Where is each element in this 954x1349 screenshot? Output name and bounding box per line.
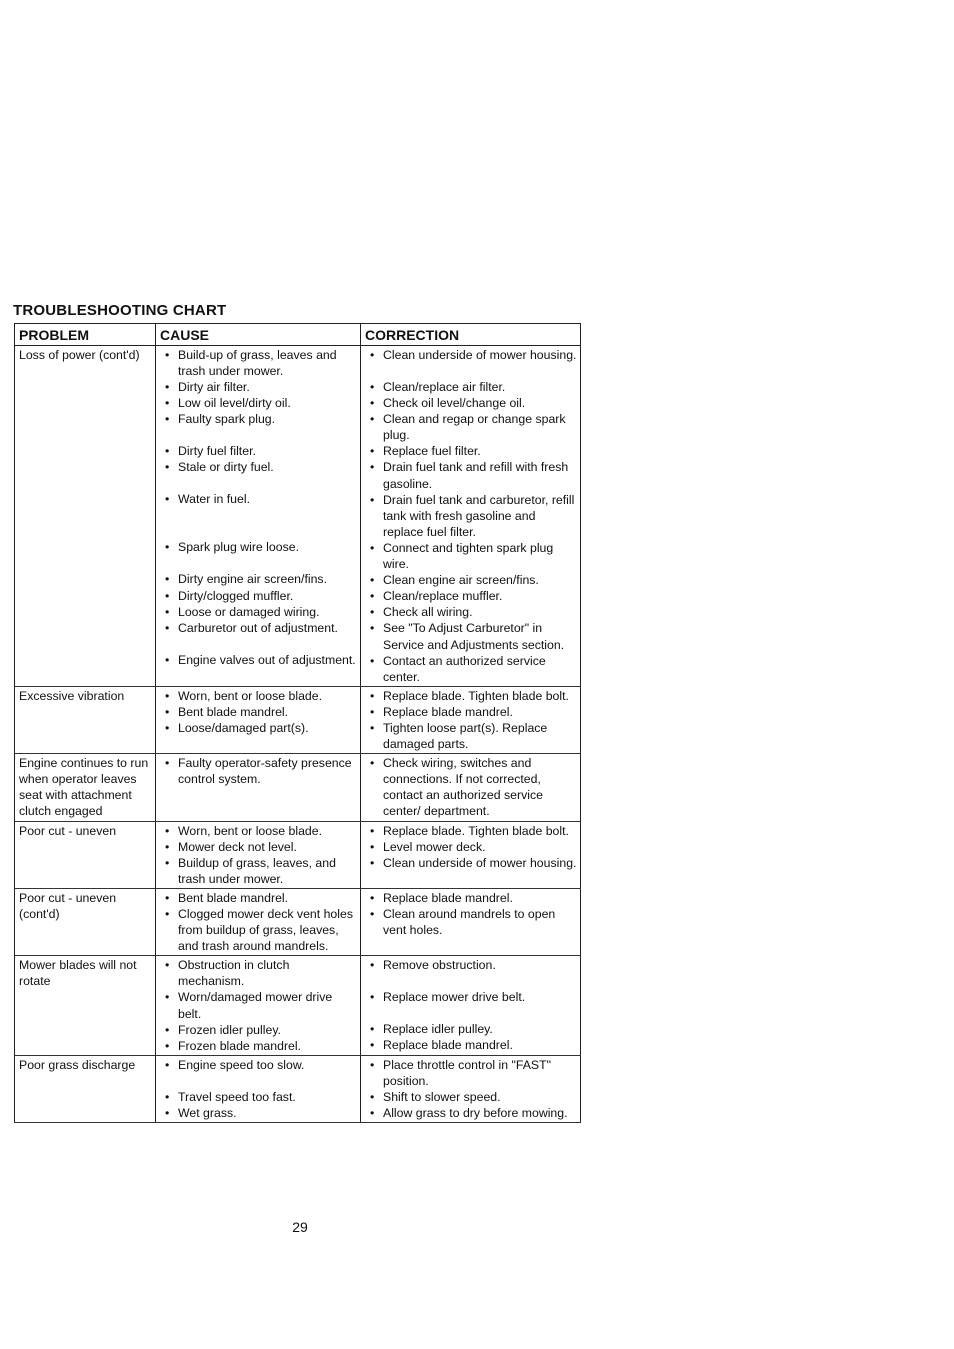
cause-item: • Dirty/clogged muffler. — [160, 588, 357, 604]
header-cause: CAUSE — [156, 324, 361, 346]
chart-title: TROUBLESHOOTING CHART — [13, 302, 227, 319]
cause-item: • Engine valves out of adjustment. — [160, 652, 357, 684]
table-row — [15, 346, 581, 687]
troubleshooting-table — [14, 323, 581, 1123]
correction-item: • Connect and tighten spark plug wire. — [365, 540, 577, 572]
correction-list — [365, 347, 577, 685]
cause-item: • Dirty air filter. — [160, 379, 357, 395]
cause-list — [160, 957, 357, 1054]
cause-item: • Bent blade mandrel. — [160, 704, 357, 720]
header-problem: PROBLEM — [15, 324, 156, 346]
table-row — [15, 956, 581, 1056]
correction-list — [365, 755, 577, 819]
correction-item: • Replace mower drive belt. — [365, 989, 577, 1021]
correction-list — [365, 688, 577, 752]
correction-item: • Drain fuel tank and refill with fresh gasoline. — [365, 459, 577, 491]
cause-item: • Build-up of grass, leaves and trash under mower. — [160, 347, 357, 379]
cause-item: • Worn, bent or loose blade. — [160, 688, 357, 704]
correction-item: • Replace fuel filter. — [365, 443, 577, 459]
cause-item: • Frozen blade mandrel. — [160, 1038, 357, 1054]
page-number: 29 — [292, 1219, 308, 1235]
problem-cell: Poor cut - uneven — [15, 821, 156, 888]
correction-item: • Check oil level/change oil. — [365, 395, 577, 411]
problem-cell: Engine continues to run when operator leaves seat with attachment clutch engaged — [15, 754, 156, 821]
correction-item: • Clean around mandrels to open vent holes. — [365, 906, 577, 954]
correction-cell — [361, 686, 581, 753]
cause-cell — [156, 754, 361, 821]
correction-item: • Replace blade mandrel. — [365, 890, 577, 906]
header-correction: CORRECTION — [361, 324, 581, 346]
cause-item: • Obstruction in clutch mechanism. — [160, 957, 357, 989]
correction-item: • Allow grass to dry before mowing. — [365, 1105, 577, 1121]
cause-list — [160, 755, 357, 819]
cause-list — [160, 347, 357, 684]
cause-cell — [156, 686, 361, 753]
correction-item: • Level mower deck. — [365, 839, 577, 855]
cause-item: • Travel speed too fast. — [160, 1089, 357, 1105]
correction-item: • Drain fuel tank and carburetor, refill tank with fresh gasoline and replace fuel filter. — [365, 492, 577, 540]
correction-item: • Replace blade. Tighten blade bolt. — [365, 688, 577, 704]
cause-item: • Water in fuel. — [160, 491, 357, 539]
cause-item: • Dirty fuel filter. — [160, 443, 357, 459]
cause-list — [160, 823, 357, 887]
correction-item: • Tighten loose part(s). Replace damaged parts. — [365, 720, 577, 752]
correction-item: • See "To Adjust Carburetor" in Service and Adjustments section. — [365, 620, 577, 652]
cause-list — [160, 1057, 357, 1121]
cause-item: • Low oil level/dirty oil. — [160, 395, 357, 411]
cause-item: • Stale or dirty fuel. — [160, 459, 357, 491]
cause-cell — [156, 888, 361, 955]
problem-cell: Poor cut - uneven (cont'd) — [15, 888, 156, 955]
correction-item: • Check wiring, switches and connections. If not corrected, contact an authorized service center/ department. — [365, 755, 577, 819]
correction-item: • Clean underside of mower housing. — [365, 855, 577, 887]
cause-item: • Loose or damaged wiring. — [160, 604, 357, 620]
cause-item: • Faulty spark plug. — [160, 411, 357, 443]
correction-item: • Place throttle control in "FAST" position. — [365, 1057, 577, 1089]
table-row — [15, 821, 581, 888]
correction-cell — [361, 346, 581, 687]
correction-item: • Replace blade. Tighten blade bolt. — [365, 823, 577, 839]
correction-item: • Clean engine air screen/fins. — [365, 572, 577, 588]
correction-list — [365, 957, 577, 1053]
correction-item: • Remove obstruction. — [365, 957, 577, 989]
cause-item: • Loose/damaged part(s). — [160, 720, 357, 752]
cause-cell — [156, 821, 361, 888]
correction-item: • Shift to slower speed. — [365, 1089, 577, 1105]
table-row — [15, 1055, 581, 1122]
cause-list — [160, 688, 357, 752]
cause-cell — [156, 1055, 361, 1122]
cause-item: • Faulty operator-safety presence control system. — [160, 755, 357, 819]
cause-list — [160, 890, 357, 954]
correction-item: • Contact an authorized service center. — [365, 653, 577, 685]
correction-item: • Clean/replace air filter. — [365, 379, 577, 395]
cause-cell — [156, 346, 361, 687]
correction-item: • Clean/replace muffler. — [365, 588, 577, 604]
correction-list — [365, 890, 577, 954]
cause-item: • Worn, bent or loose blade. — [160, 823, 357, 839]
cause-item: • Frozen idler pulley. — [160, 1022, 357, 1038]
cause-item: • Buildup of grass, leaves, and trash under mower. — [160, 855, 357, 887]
cause-item: • Clogged mower deck vent holes from buildup of grass, leaves, and trash around mandrels. — [160, 906, 357, 954]
problem-cell: Mower blades will not rotate — [15, 956, 156, 1056]
correction-item: • Check all wiring. — [365, 604, 577, 620]
problem-cell: Excessive vibration — [15, 686, 156, 753]
cause-item: • Wet grass. — [160, 1105, 357, 1121]
cause-item: • Spark plug wire loose. — [160, 539, 357, 571]
table-row — [15, 754, 581, 821]
correction-item: • Clean underside of mower housing. — [365, 347, 577, 379]
table-header-row — [15, 324, 581, 346]
correction-cell — [361, 821, 581, 888]
problem-cell: Loss of power (cont'd) — [15, 346, 156, 687]
cause-item: • Bent blade mandrel. — [160, 890, 357, 906]
correction-cell — [361, 1055, 581, 1122]
correction-cell — [361, 888, 581, 955]
problem-cell: Poor grass discharge — [15, 1055, 156, 1122]
correction-cell — [361, 754, 581, 821]
cause-cell — [156, 956, 361, 1056]
correction-item: • Replace blade mandrel. — [365, 704, 577, 720]
correction-item: • Replace blade mandrel. — [365, 1037, 577, 1053]
cause-item: • Dirty engine air screen/fins. — [160, 571, 357, 587]
correction-list — [365, 1057, 577, 1121]
table-row — [15, 888, 581, 955]
table-row — [15, 686, 581, 753]
cause-item: • Engine speed too slow. — [160, 1057, 357, 1089]
correction-list — [365, 823, 577, 887]
cause-item: • Mower deck not level. — [160, 839, 357, 855]
cause-item: • Carburetor out of adjustment. — [160, 620, 357, 652]
table-body — [15, 346, 581, 1123]
cause-item: • Worn/damaged mower drive belt. — [160, 989, 357, 1021]
correction-item: • Clean and regap or change spark plug. — [365, 411, 577, 443]
correction-cell — [361, 956, 581, 1056]
correction-item: • Replace idler pulley. — [365, 1021, 577, 1037]
